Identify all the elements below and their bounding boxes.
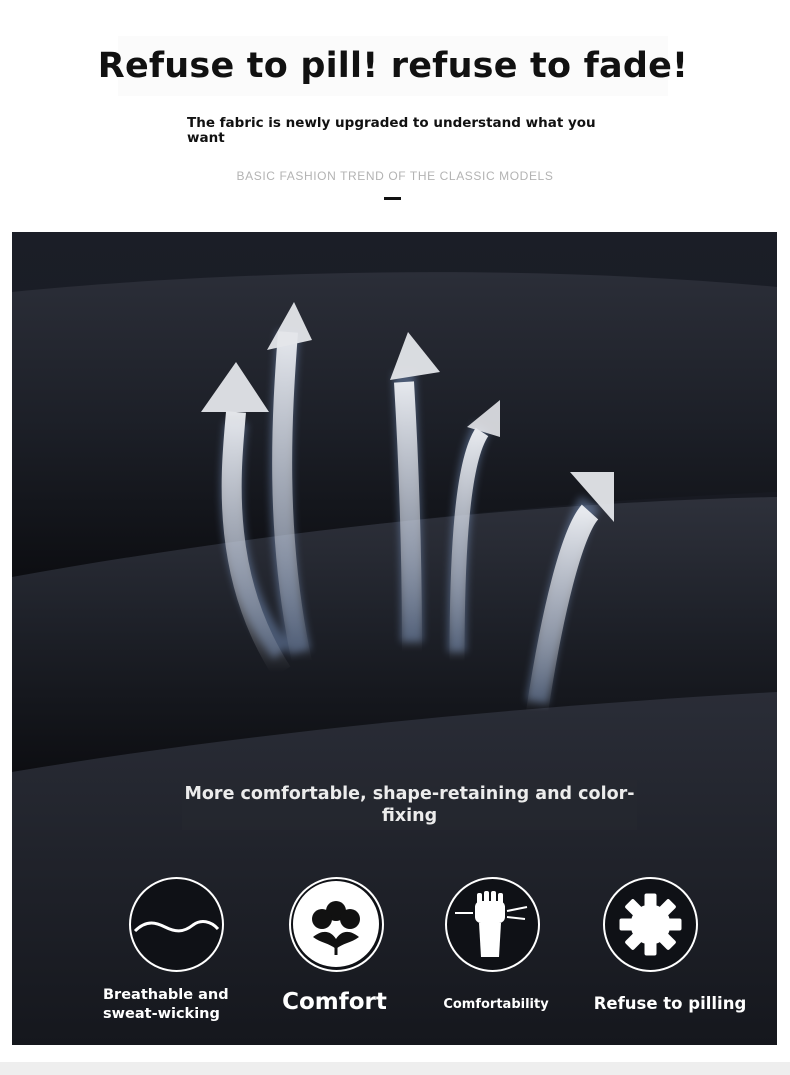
fist-icon [445, 877, 540, 972]
wave-icon [129, 877, 224, 972]
feature-label-comfortability [431, 997, 561, 1013]
feature-text: Comfortability [443, 997, 549, 1012]
cotton-flower-icon [289, 877, 384, 972]
feature-text: Comfort [282, 989, 387, 1015]
feature-text: Refuse to pilling [593, 994, 747, 1013]
feature-label-comfort [267, 988, 402, 1016]
subtitle: The fabric is newly upgraded to understand what you want [187, 115, 596, 146]
feature-text: Breathable and sweat-wicking [103, 987, 229, 1022]
feature-caption: More comfortable, shape-retaining and color-fixing [182, 780, 637, 830]
page-title: Refuse to pill! refuse to fade! [118, 36, 668, 96]
bottom-strip [0, 1062, 790, 1075]
feature-label-refuse-pilling [590, 994, 750, 1014]
gear-icon [603, 877, 698, 972]
tagline: BASIC FASHION TREND OF THE CLASSIC MODELS [236, 169, 554, 183]
divider [384, 197, 401, 200]
feature-label-breathable [103, 986, 247, 1024]
fabric-photo [12, 232, 777, 1045]
